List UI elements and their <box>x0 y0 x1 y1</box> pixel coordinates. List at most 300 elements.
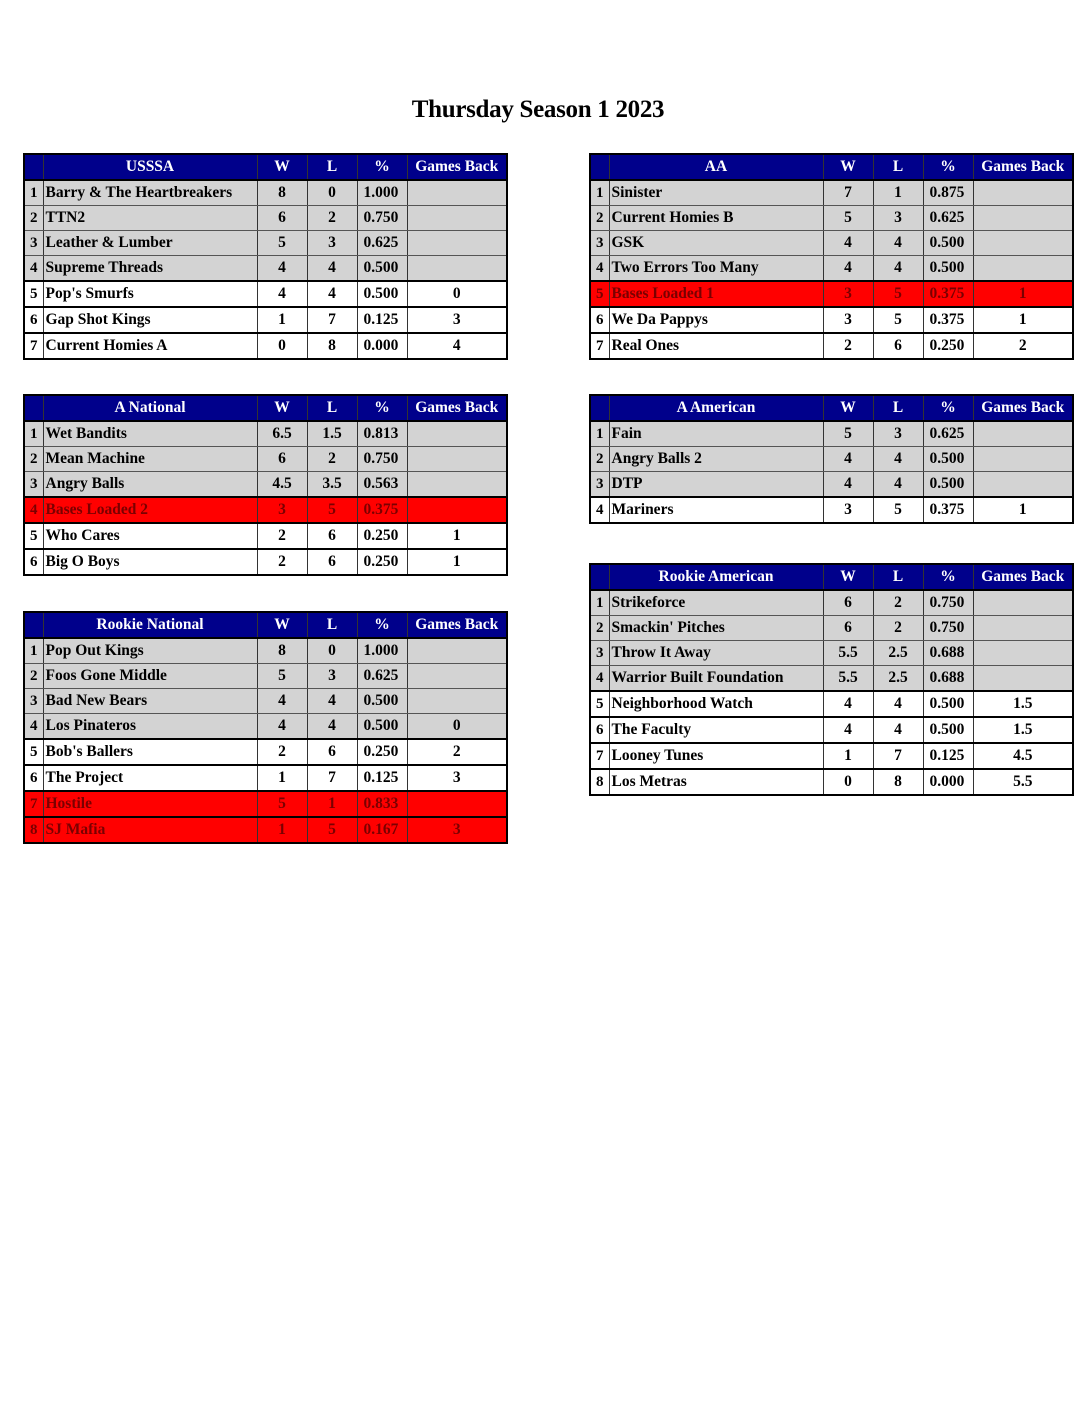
wins-cell: 5 <box>823 421 873 447</box>
rank-cell: 7 <box>590 743 609 769</box>
games-back-cell <box>973 641 1073 666</box>
table-header-row <box>590 154 1073 180</box>
wins-cell: 4 <box>823 256 873 282</box>
wins-cell: 0 <box>257 333 307 359</box>
table-row <box>590 641 1073 666</box>
losses-cell: 4 <box>873 256 923 282</box>
division-name: AA <box>609 154 823 180</box>
team-name-cell: Supreme Threads <box>43 256 257 282</box>
games-back-cell: 0 <box>407 281 507 307</box>
games-back-cell: 5.5 <box>973 769 1073 795</box>
rank-cell: 6 <box>24 549 43 575</box>
header-rank-cell <box>24 612 43 638</box>
table-row <box>590 281 1073 307</box>
pct-cell: 0.125 <box>357 765 407 791</box>
table-row <box>24 421 507 447</box>
pct-cell: 0.167 <box>357 817 407 843</box>
losses-cell: 2.5 <box>873 641 923 666</box>
team-name-cell: Gap Shot Kings <box>43 307 257 333</box>
pct-cell: 0.750 <box>923 590 973 616</box>
table-row <box>24 497 507 523</box>
wins-cell: 8 <box>257 638 307 664</box>
losses-cell: 4 <box>873 717 923 743</box>
team-name-cell: Los Pinateros <box>43 714 257 740</box>
rank-cell: 5 <box>24 523 43 549</box>
wins-cell: 4 <box>823 717 873 743</box>
pct-cell: 0.500 <box>357 256 407 282</box>
wins-cell: 1 <box>257 765 307 791</box>
games-back-cell <box>973 256 1073 282</box>
table-row <box>590 472 1073 498</box>
table-row <box>590 590 1073 616</box>
losses-cell: 4 <box>873 231 923 256</box>
team-name-cell: Los Metras <box>609 769 823 795</box>
rank-cell: 1 <box>24 421 43 447</box>
games-back-cell <box>407 206 507 231</box>
pct-cell: 0.625 <box>357 664 407 689</box>
division-name: A American <box>609 395 823 421</box>
table-row <box>590 206 1073 231</box>
pct-cell: 0.500 <box>923 717 973 743</box>
wins-cell: 1 <box>257 307 307 333</box>
division-name: Rookie American <box>609 564 823 590</box>
games-back-cell: 1 <box>973 281 1073 307</box>
pct-cell: 0.125 <box>923 743 973 769</box>
wins-cell: 4 <box>823 691 873 717</box>
table-header-row <box>24 154 507 180</box>
standings-table-a-american <box>589 394 1074 524</box>
table-row <box>24 256 507 282</box>
losses-cell: 0 <box>307 180 357 206</box>
column-header-losses: L <box>307 154 357 180</box>
rank-cell: 5 <box>24 281 43 307</box>
games-back-cell <box>407 689 507 714</box>
table-row <box>24 791 507 817</box>
games-back-cell <box>973 616 1073 641</box>
losses-cell: 3 <box>873 421 923 447</box>
losses-cell: 4 <box>307 689 357 714</box>
table-row <box>24 307 507 333</box>
pct-cell: 0.813 <box>357 421 407 447</box>
games-back-cell <box>973 590 1073 616</box>
team-name-cell: Pop Out Kings <box>43 638 257 664</box>
pct-cell: 0.375 <box>923 497 973 523</box>
rank-cell: 4 <box>24 497 43 523</box>
wins-cell: 5 <box>257 664 307 689</box>
column-header-wins: W <box>257 395 307 421</box>
table-row <box>590 743 1073 769</box>
column-header-games-back: Games Back <box>973 564 1073 590</box>
games-back-cell: 3 <box>407 765 507 791</box>
team-name-cell: Who Cares <box>43 523 257 549</box>
losses-cell: 7 <box>307 307 357 333</box>
table-row <box>590 307 1073 333</box>
team-name-cell: Pop's Smurfs <box>43 281 257 307</box>
pct-cell: 0.250 <box>357 739 407 765</box>
table-row <box>590 717 1073 743</box>
wins-cell: 5 <box>823 206 873 231</box>
rank-cell: 2 <box>24 206 43 231</box>
pct-cell: 0.250 <box>357 549 407 575</box>
page-title: Thursday Season 1 2023 <box>411 96 665 123</box>
losses-cell: 3 <box>873 206 923 231</box>
wins-cell: 3 <box>257 497 307 523</box>
losses-cell: 7 <box>873 743 923 769</box>
wins-cell: 6.5 <box>257 421 307 447</box>
team-name-cell: Neighborhood Watch <box>609 691 823 717</box>
games-back-cell <box>973 206 1073 231</box>
pct-cell: 0.625 <box>923 206 973 231</box>
table-row <box>24 817 507 843</box>
team-name-cell: Throw It Away <box>609 641 823 666</box>
rank-cell: 1 <box>24 638 43 664</box>
losses-cell: 5 <box>873 497 923 523</box>
games-back-cell: 1 <box>407 549 507 575</box>
team-name-cell: Smackin' Pitches <box>609 616 823 641</box>
games-back-cell <box>407 256 507 282</box>
losses-cell: 3.5 <box>307 472 357 498</box>
header-rank-cell <box>24 154 43 180</box>
table-row <box>24 689 507 714</box>
rank-cell: 3 <box>24 689 43 714</box>
rank-cell: 6 <box>24 765 43 791</box>
losses-cell: 5 <box>873 281 923 307</box>
losses-cell: 6 <box>873 333 923 359</box>
losses-cell: 8 <box>307 333 357 359</box>
games-back-cell <box>407 497 507 523</box>
table-row <box>24 231 507 256</box>
header-rank-cell <box>590 154 609 180</box>
team-name-cell: Bob's Ballers <box>43 739 257 765</box>
table-body <box>24 612 507 843</box>
pct-cell: 0.625 <box>357 231 407 256</box>
column-header-losses: L <box>307 612 357 638</box>
table-row <box>24 765 507 791</box>
wins-cell: 7 <box>823 180 873 206</box>
table-header-row <box>590 395 1073 421</box>
rank-cell: 4 <box>590 497 609 523</box>
pct-cell: 0.500 <box>923 691 973 717</box>
losses-cell: 1.5 <box>307 421 357 447</box>
wins-cell: 5 <box>257 791 307 817</box>
column-header-losses: L <box>307 395 357 421</box>
column-header-pct: % <box>923 154 973 180</box>
games-back-cell: 2 <box>407 739 507 765</box>
standings-table-aa <box>589 153 1074 360</box>
rank-cell: 5 <box>24 739 43 765</box>
losses-cell: 6 <box>307 739 357 765</box>
pct-cell: 0.500 <box>357 689 407 714</box>
team-name-cell: Hostile <box>43 791 257 817</box>
losses-cell: 1 <box>873 180 923 206</box>
pct-cell: 0.833 <box>357 791 407 817</box>
games-back-cell: 1 <box>973 497 1073 523</box>
table-row <box>24 281 507 307</box>
team-name-cell: GSK <box>609 231 823 256</box>
column-header-losses: L <box>873 564 923 590</box>
column-header-games-back: Games Back <box>407 395 507 421</box>
rank-cell: 6 <box>24 307 43 333</box>
games-back-cell <box>407 421 507 447</box>
column-header-wins: W <box>823 564 873 590</box>
pct-cell: 0.750 <box>357 447 407 472</box>
losses-cell: 2 <box>307 206 357 231</box>
column-header-games-back: Games Back <box>407 612 507 638</box>
division-name: Rookie National <box>43 612 257 638</box>
table-row <box>590 666 1073 692</box>
team-name-cell: Foos Gone Middle <box>43 664 257 689</box>
table-row <box>590 691 1073 717</box>
games-back-cell <box>973 666 1073 692</box>
losses-cell: 6 <box>307 523 357 549</box>
rank-cell: 2 <box>590 616 609 641</box>
games-back-cell <box>407 638 507 664</box>
pct-cell: 0.250 <box>923 333 973 359</box>
team-name-cell: Leather & Lumber <box>43 231 257 256</box>
rank-cell: 4 <box>590 666 609 692</box>
table-header-row <box>590 564 1073 590</box>
games-back-cell <box>407 231 507 256</box>
header-rank-cell <box>24 395 43 421</box>
games-back-cell <box>407 180 507 206</box>
games-back-cell: 2 <box>973 333 1073 359</box>
pct-cell: 0.250 <box>357 523 407 549</box>
table-row <box>590 333 1073 359</box>
pct-cell: 0.375 <box>357 497 407 523</box>
table-row <box>24 549 507 575</box>
team-name-cell: Real Ones <box>609 333 823 359</box>
wins-cell: 6 <box>257 447 307 472</box>
header-rank-cell <box>590 395 609 421</box>
losses-cell: 0 <box>307 638 357 664</box>
wins-cell: 6 <box>823 590 873 616</box>
table-row <box>590 616 1073 641</box>
team-name-cell: Mean Machine <box>43 447 257 472</box>
pct-cell: 0.500 <box>923 256 973 282</box>
table-row <box>24 180 507 206</box>
rank-cell: 7 <box>24 791 43 817</box>
pct-cell: 0.500 <box>357 714 407 740</box>
rank-cell: 3 <box>590 231 609 256</box>
games-back-cell: 0 <box>407 714 507 740</box>
team-name-cell: Bases Loaded 1 <box>609 281 823 307</box>
losses-cell: 3 <box>307 231 357 256</box>
table-row <box>24 523 507 549</box>
wins-cell: 3 <box>823 307 873 333</box>
team-name-cell: Barry & The Heartbreakers <box>43 180 257 206</box>
rank-cell: 1 <box>590 421 609 447</box>
pct-cell: 0.500 <box>923 472 973 498</box>
column-header-pct: % <box>357 154 407 180</box>
wins-cell: 6 <box>257 206 307 231</box>
rank-cell: 7 <box>590 333 609 359</box>
pct-cell: 0.125 <box>357 307 407 333</box>
standings-table-a-national <box>23 394 508 576</box>
games-back-cell <box>973 180 1073 206</box>
standings-table-rookie-american <box>589 563 1074 796</box>
losses-cell: 4 <box>307 714 357 740</box>
column-header-games-back: Games Back <box>973 154 1073 180</box>
wins-cell: 5.5 <box>823 666 873 692</box>
wins-cell: 5.5 <box>823 641 873 666</box>
table-body <box>24 154 507 359</box>
rank-cell: 2 <box>590 206 609 231</box>
games-back-cell: 4.5 <box>973 743 1073 769</box>
table-row <box>590 256 1073 282</box>
table-row <box>590 421 1073 447</box>
wins-cell: 4 <box>257 714 307 740</box>
table-body <box>590 395 1073 523</box>
table-body <box>24 395 507 575</box>
team-name-cell: Current Homies A <box>43 333 257 359</box>
column-header-pct: % <box>357 395 407 421</box>
losses-cell: 8 <box>873 769 923 795</box>
games-back-cell: 1.5 <box>973 691 1073 717</box>
pct-cell: 0.875 <box>923 180 973 206</box>
losses-cell: 4 <box>873 472 923 498</box>
team-name-cell: DTP <box>609 472 823 498</box>
team-name-cell: Bad New Bears <box>43 689 257 714</box>
rank-cell: 5 <box>590 691 609 717</box>
column-header-wins: W <box>257 154 307 180</box>
column-header-wins: W <box>823 154 873 180</box>
header-rank-cell <box>590 564 609 590</box>
wins-cell: 2 <box>257 523 307 549</box>
losses-cell: 1 <box>307 791 357 817</box>
games-back-cell <box>973 231 1073 256</box>
table-body <box>590 564 1073 795</box>
wins-cell: 2 <box>257 739 307 765</box>
wins-cell: 0 <box>823 769 873 795</box>
table-row <box>24 472 507 498</box>
team-name-cell: Angry Balls 2 <box>609 447 823 472</box>
team-name-cell: Looney Tunes <box>609 743 823 769</box>
pct-cell: 0.688 <box>923 666 973 692</box>
wins-cell: 4 <box>823 472 873 498</box>
rank-cell: 7 <box>24 333 43 359</box>
pct-cell: 1.000 <box>357 638 407 664</box>
losses-cell: 4 <box>307 256 357 282</box>
table-row <box>24 638 507 664</box>
pct-cell: 0.750 <box>923 616 973 641</box>
losses-cell: 4 <box>307 281 357 307</box>
table-header-row <box>24 395 507 421</box>
team-name-cell: Bases Loaded 2 <box>43 497 257 523</box>
rank-cell: 8 <box>24 817 43 843</box>
wins-cell: 2 <box>257 549 307 575</box>
rank-cell: 4 <box>24 714 43 740</box>
rank-cell: 3 <box>590 472 609 498</box>
games-back-cell: 3 <box>407 307 507 333</box>
games-back-cell: 1 <box>407 523 507 549</box>
rank-cell: 3 <box>24 231 43 256</box>
wins-cell: 4 <box>257 281 307 307</box>
pct-cell: 0.000 <box>357 333 407 359</box>
losses-cell: 4 <box>873 447 923 472</box>
column-header-pct: % <box>923 564 973 590</box>
rank-cell: 8 <box>590 769 609 795</box>
pct-cell: 0.000 <box>923 769 973 795</box>
column-header-games-back: Games Back <box>407 154 507 180</box>
team-name-cell: Current Homies B <box>609 206 823 231</box>
rank-cell: 4 <box>24 256 43 282</box>
team-name-cell: Sinister <box>609 180 823 206</box>
rank-cell: 2 <box>24 447 43 472</box>
rank-cell: 4 <box>590 256 609 282</box>
pct-cell: 0.375 <box>923 281 973 307</box>
wins-cell: 4 <box>823 447 873 472</box>
games-back-cell: 1.5 <box>973 717 1073 743</box>
team-name-cell: Strikeforce <box>609 590 823 616</box>
games-back-cell <box>973 421 1073 447</box>
table-row <box>24 206 507 231</box>
pct-cell: 0.500 <box>923 447 973 472</box>
rank-cell: 6 <box>590 717 609 743</box>
standings-table-usssa <box>23 153 508 360</box>
table-row <box>24 739 507 765</box>
losses-cell: 2.5 <box>873 666 923 692</box>
table-row <box>590 180 1073 206</box>
table-row <box>24 714 507 740</box>
column-header-losses: L <box>873 395 923 421</box>
team-name-cell: TTN2 <box>43 206 257 231</box>
losses-cell: 2 <box>873 590 923 616</box>
table-row <box>590 231 1073 256</box>
games-back-cell <box>407 447 507 472</box>
wins-cell: 2 <box>823 333 873 359</box>
rank-cell: 3 <box>590 641 609 666</box>
games-back-cell: 4 <box>407 333 507 359</box>
pct-cell: 0.750 <box>357 206 407 231</box>
wins-cell: 4 <box>823 231 873 256</box>
wins-cell: 8 <box>257 180 307 206</box>
table-row <box>590 447 1073 472</box>
losses-cell: 6 <box>307 549 357 575</box>
wins-cell: 1 <box>257 817 307 843</box>
rank-cell: 3 <box>24 472 43 498</box>
games-back-cell <box>407 664 507 689</box>
column-header-losses: L <box>873 154 923 180</box>
games-back-cell: 3 <box>407 817 507 843</box>
team-name-cell: Mariners <box>609 497 823 523</box>
pct-cell: 0.375 <box>923 307 973 333</box>
games-back-cell <box>407 472 507 498</box>
table-body <box>590 154 1073 359</box>
table-row <box>590 497 1073 523</box>
team-name-cell: The Faculty <box>609 717 823 743</box>
table-header-row <box>24 612 507 638</box>
losses-cell: 2 <box>307 447 357 472</box>
losses-cell: 2 <box>873 616 923 641</box>
pct-cell: 0.563 <box>357 472 407 498</box>
losses-cell: 5 <box>307 817 357 843</box>
column-header-pct: % <box>923 395 973 421</box>
rank-cell: 2 <box>24 664 43 689</box>
table-row <box>24 447 507 472</box>
column-header-wins: W <box>823 395 873 421</box>
team-name-cell: SJ Mafia <box>43 817 257 843</box>
wins-cell: 3 <box>823 281 873 307</box>
losses-cell: 3 <box>307 664 357 689</box>
team-name-cell: The Project <box>43 765 257 791</box>
losses-cell: 7 <box>307 765 357 791</box>
pct-cell: 0.500 <box>923 231 973 256</box>
rank-cell: 2 <box>590 447 609 472</box>
team-name-cell: Wet Bandits <box>43 421 257 447</box>
rank-cell: 5 <box>590 281 609 307</box>
team-name-cell: Warrior Built Foundation <box>609 666 823 692</box>
wins-cell: 4 <box>257 689 307 714</box>
